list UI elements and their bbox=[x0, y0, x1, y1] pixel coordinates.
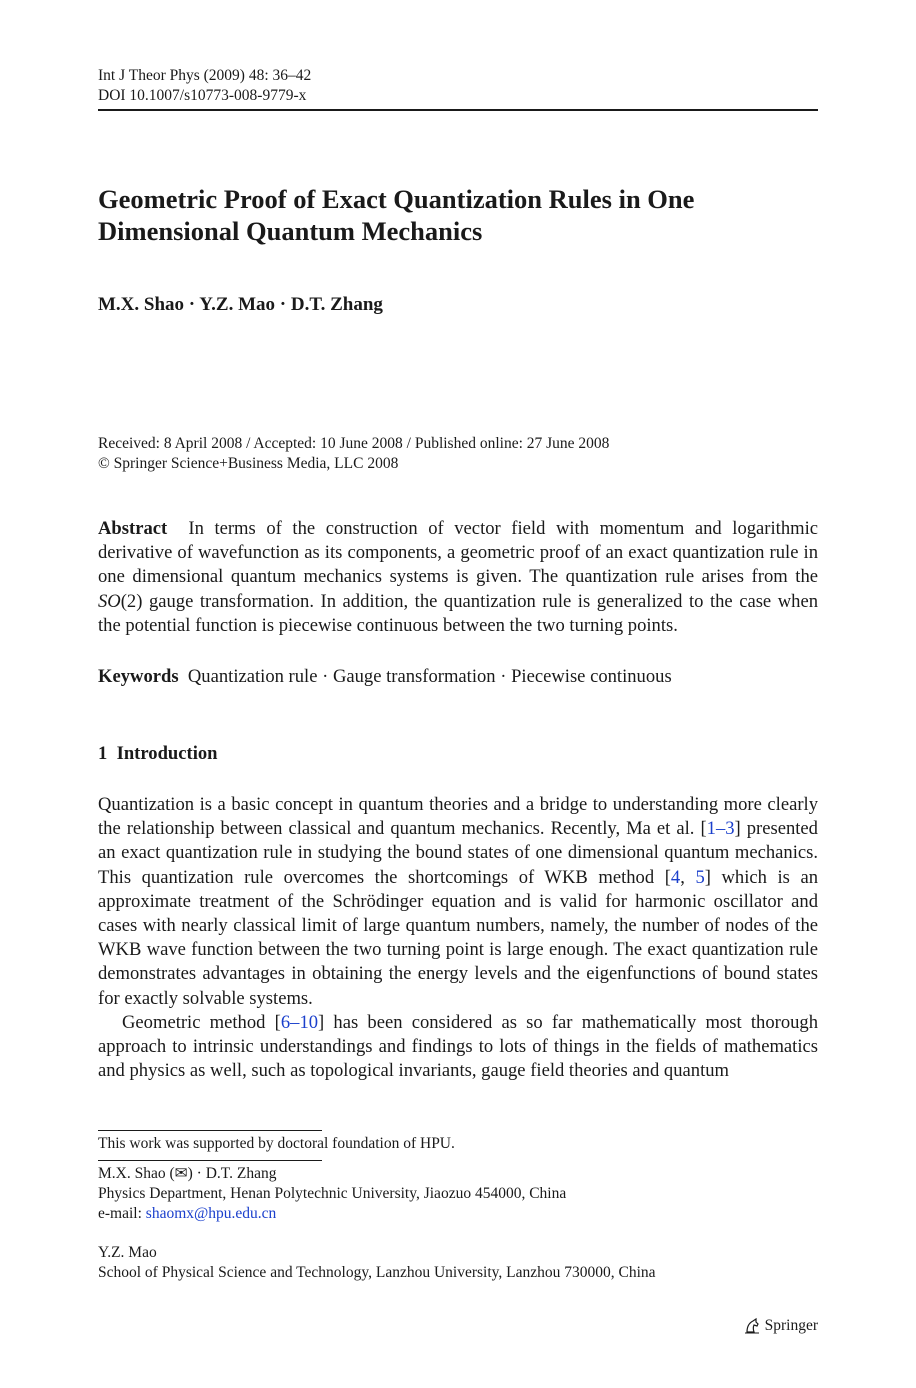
paragraph bbox=[98, 793, 818, 1011]
affiliation-address: Physics Department, Henan Polytechnic University, Jiaozuo 454000, China bbox=[98, 1185, 567, 1202]
publisher-logo bbox=[743, 1316, 818, 1336]
abstract-text-2: gauge transformation. In addition, the quantization rule is generalized to the case when the potential function is piecewise continuous between the two turning points. bbox=[98, 590, 818, 636]
text-run: Geometric method [ bbox=[122, 1011, 281, 1033]
email-label: e-mail: bbox=[98, 1205, 146, 1222]
abstract-math-group: SO bbox=[98, 590, 121, 612]
author-list bbox=[98, 293, 383, 317]
publisher-name: Springer bbox=[764, 1317, 818, 1334]
paper-title: Geometric Proof of Exact Quantization Rules in One Dimensional Quantum Mechanics bbox=[98, 184, 695, 246]
keywords-list: Quantization rule · Gauge transformation · Piecewise continuous bbox=[187, 666, 672, 687]
author-name: Y.Z. Mao bbox=[199, 294, 276, 315]
copyright-line: © Springer Science+Business Media, LLC 2008 bbox=[98, 455, 399, 472]
springer-horse-icon bbox=[743, 1317, 761, 1335]
header-rule bbox=[98, 109, 818, 111]
citation-link[interactable]: 6–10 bbox=[280, 1011, 319, 1033]
journal-header bbox=[98, 66, 818, 106]
introduction-body bbox=[98, 793, 818, 1083]
publication-history: Received: 8 April 2008 / Accepted: 10 June 2008 / Published online: 27 June 2008 bbox=[98, 435, 610, 452]
abstract-text-1: In terms of the construction of vector field with momentum and logarithmic derivative of wavefunction as its components, a geometric proof of an exact quantization rule in one dimensional quantum mechanics systems is given. The quantization rule arises from the bbox=[98, 518, 819, 588]
text-run: , bbox=[680, 866, 696, 888]
email-link[interactable]: shaomx@hpu.edu.cn bbox=[145, 1205, 277, 1222]
funding-footnote: This work was supported by doctoral foundation of HPU. bbox=[98, 1135, 455, 1152]
affiliation-block bbox=[98, 1164, 566, 1224]
affiliation-email-line bbox=[98, 1204, 566, 1224]
abstract-math-arg: (2) bbox=[120, 590, 143, 612]
affiliation-rule bbox=[98, 1160, 322, 1161]
citation-link[interactable]: 1–3 bbox=[706, 818, 735, 840]
text-run: ] has been considered as so far mathematically most thorough approach to intrinsic understandings and findings to lots of things in the fields of mathematics and physics as well, such as topological invariants, gauge field theories and quantum bbox=[98, 1011, 819, 1082]
abstract bbox=[98, 517, 818, 638]
journal-citation: Int J Theor Phys (2009) 48: 36–42 bbox=[98, 67, 312, 84]
author-name: D.T. Zhang bbox=[290, 294, 383, 315]
section-heading bbox=[98, 742, 218, 766]
affiliation-block bbox=[98, 1243, 656, 1283]
text-run: ] which is an approximate treatment of the Schrödinger equation and is valid for harmonic oscillator and cases with nearly classical limit of large quantum numbers, namely, the number of nodes of the WKB wave function between the two turning point is large enough. The exact quantization rule demonstrates advantages in obtaining the energy levels and the eigenfunctions of bound states for exactly solvable systems. bbox=[98, 866, 819, 1009]
journal-doi: DOI 10.1007/s10773-008-9779-x bbox=[98, 87, 307, 104]
affiliation-address: School of Physical Science and Technology, Lanzhou University, Lanzhou 730000, China bbox=[98, 1264, 656, 1281]
section-title: Introduction bbox=[116, 743, 218, 764]
text-run: Quantization is a basic concept in quantum theories and a bridge to understanding more clearly the relationship between classical and quantum mechanics. Recently, Ma et al. [ bbox=[98, 794, 818, 840]
footnote-rule bbox=[98, 1130, 322, 1131]
section-number: 1 bbox=[98, 743, 108, 764]
paragraph bbox=[98, 1011, 818, 1084]
text-run: M.X. Shao ( bbox=[98, 1165, 175, 1182]
citation-link[interactable]: 4 bbox=[670, 866, 681, 888]
publication-dates bbox=[98, 434, 609, 474]
text-run: ) · D.T. Zhang bbox=[187, 1165, 277, 1182]
author-separator: · bbox=[184, 294, 200, 315]
abstract-label: Abstract bbox=[98, 518, 168, 539]
keywords-label: Keywords bbox=[98, 666, 179, 687]
affiliation-authors bbox=[98, 1164, 566, 1184]
affiliation-authors: Y.Z. Mao bbox=[98, 1244, 157, 1261]
author-separator: · bbox=[275, 294, 291, 315]
citation-link[interactable]: 5 bbox=[695, 866, 705, 888]
envelope-icon: ✉ bbox=[174, 1165, 188, 1182]
keywords bbox=[98, 665, 818, 689]
text-run: ] presented an exact quantization rule in studying the bound states of one dimensional quantum mechanics. This quantization rule overcomes the shortcomings of WKB method [ bbox=[98, 818, 818, 888]
author-name: M.X. Shao bbox=[98, 294, 185, 315]
